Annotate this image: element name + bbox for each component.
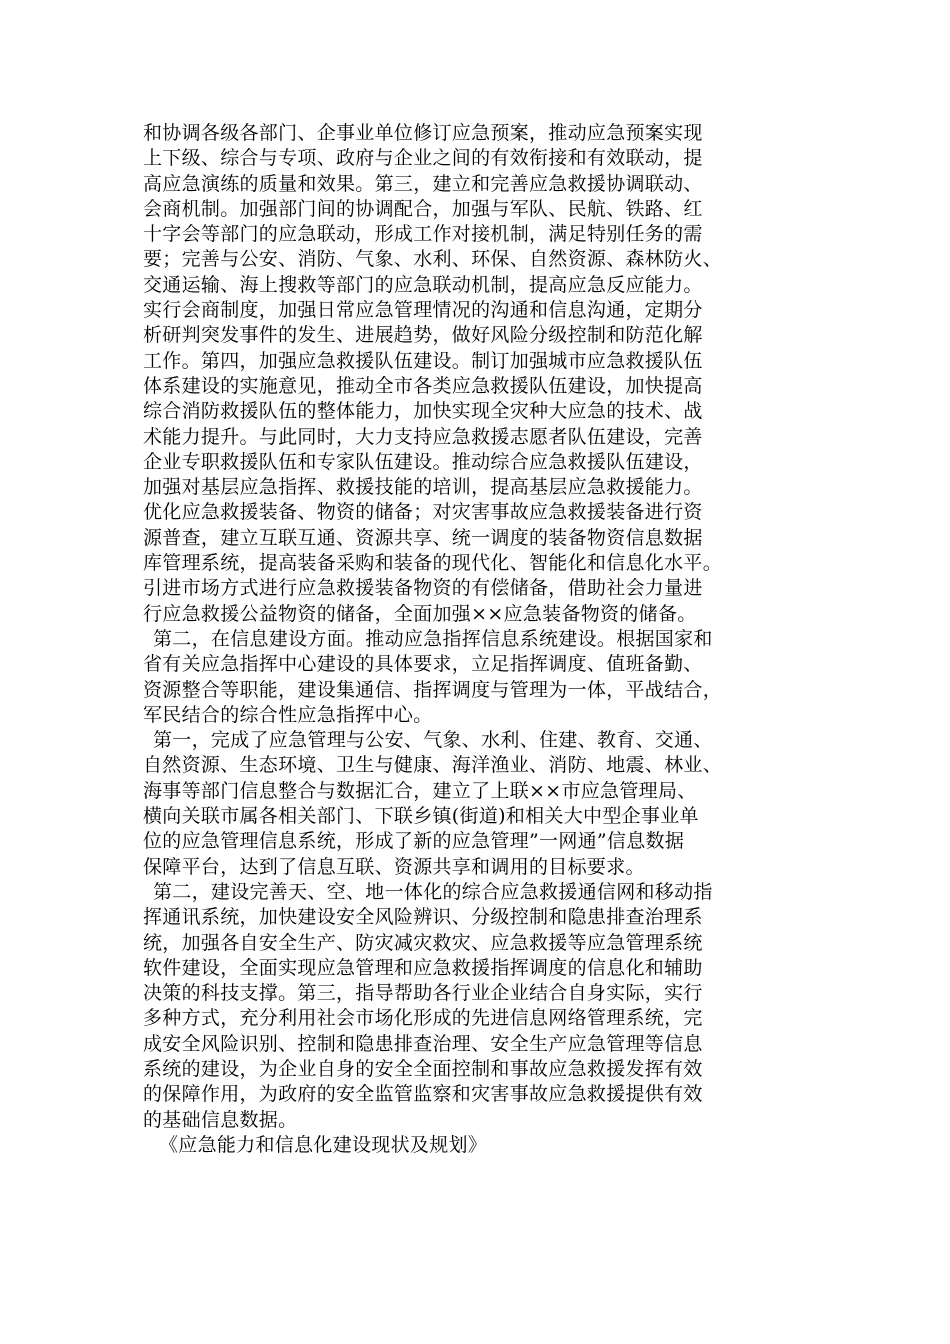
text-line: 横向关联市属各相关部门、下联乡镇(街道)和相关大中型企事业单 — [143, 805, 699, 828]
text-line: 多种方式，充分利用社会市场化形成的先进信息网络管理系统，完 — [143, 1007, 703, 1030]
text-line: 十字会等部门的应急联动，形成工作对接机制，满足特别任务的需 — [143, 223, 703, 246]
document-title-reference — [143, 1133, 823, 1158]
text-line: 高应急演练的质量和效果。第三，建立和完善应急救援协调联动、 — [143, 172, 703, 195]
text-line: 和协调各级各部门、企事业单位修订应急预案，推动应急预案实现 — [143, 122, 703, 144]
text-line: 第二，建设完善天、空、地一体化的综合应急救援通信网和移动指 — [153, 880, 713, 903]
text-line: 军民结合的综合性应急指挥中心。 — [143, 703, 433, 726]
text-line: 的基础信息数据。 — [143, 1108, 298, 1131]
text-line: 析研判突发事件的发生、进展趋势，做好风险分级控制和防范化解 — [143, 324, 703, 347]
text-line: 上下级、综合与专项、政府与企业之间的有效衔接和有效联动，提 — [143, 147, 703, 170]
text-line: 源普查，建立互联互通、资源共享、统一调度的装备物资信息数据 — [143, 526, 703, 549]
text-line: 软件建设，全面实现应急管理和应急救援指挥调度的信息化和辅助 — [143, 956, 703, 979]
text-line: 综合消防救援队伍的整体能力，加快实现全灾种大应急的技术、战 — [143, 400, 703, 423]
text-line: 成安全风险识别、控制和隐患排查治理、安全生产应急管理等信息 — [143, 1032, 703, 1055]
text-line: 决策的科技支撑。第三，指导帮助各行业企业结合自身实际，实行 — [143, 982, 703, 1005]
text-line: 优化应急救援装备、物资的储备；对灾害事故应急救援装备进行资 — [143, 501, 703, 524]
paragraph-information-integration — [143, 728, 823, 880]
text-line: 第二，在信息建设方面。推动应急指挥信息系统建设。根据国家和 — [153, 627, 713, 650]
text-line: 实行会商制度，加强日常应急管理情况的沟通和信息沟通，定期分 — [143, 299, 703, 322]
paragraph-emergency-linkage — [143, 121, 823, 627]
text-line: 工作。第四，加强应急救援队伍建设。制订加强城市应急救援队伍 — [143, 349, 703, 372]
text-line: 位的应急管理信息系统，形成了新的应急管理”一网通”信息数据 — [143, 830, 685, 853]
text-line: 第一，完成了应急管理与公安、气象、水利、住建、教育、交通、 — [153, 729, 713, 752]
text-line: 的保障作用，为政府的安全监管监察和灾害事故应急救援提供有效 — [143, 1083, 703, 1106]
text-line: 统，加强各自安全生产、防灾减灾救灾、应急救援等应急管理系统 — [143, 931, 703, 954]
text-line: 加强对基层应急指挥、救援技能的培训，提高基层应急救援能力。 — [143, 476, 703, 499]
text-line: 体系建设的实施意见，推动全市各类应急救援队伍建设，加快提高 — [143, 374, 703, 397]
text-line: 会商机制。加强部门间的协调配合，加强与军队、民航、铁路、红 — [143, 197, 703, 220]
paragraph-communication-network — [143, 880, 823, 1133]
text-line: 要；完善与公安、消防、气象、水利、环保、自然资源、森林防火、 — [143, 248, 723, 271]
text-line: 企业专职救援队伍和专家队伍建设。推动综合应急救援队伍建设， — [143, 450, 703, 473]
text-line: 术能力提升。与此同时，大力支持应急救援志愿者队伍建设，完善 — [143, 425, 703, 448]
text-line: 自然资源、生态环境、卫生与健康、海洋渔业、消防、地震、林业、 — [143, 754, 723, 777]
paragraph-information-construction — [143, 627, 823, 728]
text-line: 系统的建设，为企业自身的安全全面控制和事故应急救援发挥有效 — [143, 1057, 703, 1080]
text-line: 交通运输、海上搜救等部门的应急联动机制，提高应急反应能力。 — [143, 273, 703, 296]
text-line: 保障平台，达到了信息互联、资源共享和调用的目标要求。 — [143, 855, 645, 878]
text-line: 海事等部门信息整合与数据汇合，建立了上联××市应急管理局、 — [143, 779, 697, 802]
text-line: 行应急救援公益物资的储备，全面加强××应急装备物资的储备。 — [143, 602, 697, 625]
text-line: 资源整合等职能，建设集通信、指挥调度与管理为一体，平战结合， — [143, 678, 723, 701]
text-line: 《应急能力和信息化建设现状及规划》 — [159, 1133, 488, 1156]
document-body — [143, 121, 823, 1158]
text-line: 挥通讯系统，加快建设安全风险辨识、分级控制和隐患排查治理系 — [143, 906, 703, 929]
text-line: 引进市场方式进行应急救援装备物资的有偿储备，借助社会力量进 — [143, 577, 703, 600]
text-line: 省有关应急指挥中心建设的具体要求，立足指挥调度、值班备勤、 — [143, 653, 703, 676]
text-line: 库管理系统，提高装备采购和装备的现代化、智能化和信息化水平。 — [143, 552, 723, 575]
